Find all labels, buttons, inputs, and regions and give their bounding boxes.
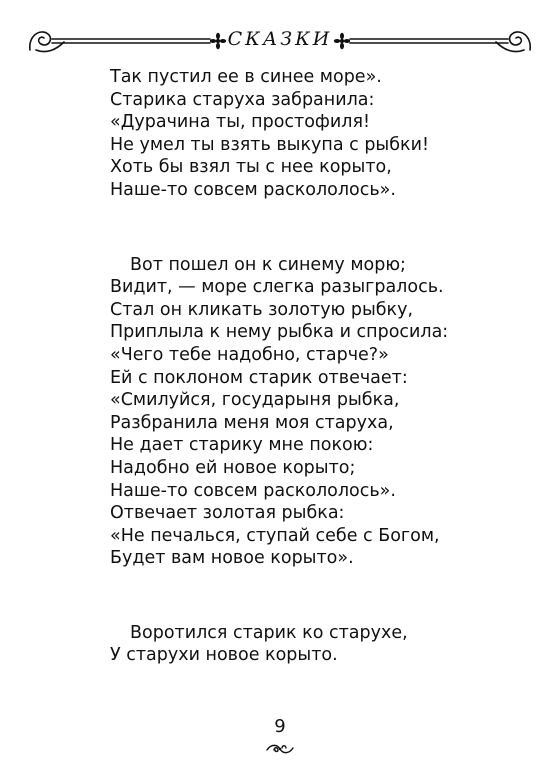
poem-line: Надобно ей новое корыто; [110,457,356,478]
poem-line: У старухи новое корыто. [110,645,338,666]
page-number: 9 [274,716,286,737]
header-title: СКАЗКИ [227,28,333,50]
running-header [26,20,534,60]
poem-line: Не дает старику мне покою: [110,435,374,456]
poem-line: Разбранила меня моя старуха, [110,412,394,433]
poem-line: Видит, — море слегка разыгралось. [110,277,444,298]
poem-line: Так пустил ее в синее море». [110,67,382,87]
poem-line: Воротился старик ко старухе, [130,622,408,643]
poem-line: «Чего тебе надобно, старче?» [110,344,389,365]
poem-line: «Дурачина ты, простофиля! [110,112,370,133]
poem-line: «Смилуйся, государыня рыбка, [110,390,400,411]
stanza-2 [110,254,510,570]
flourish-ornament-icon [265,742,295,756]
poem-line: Отвечает золотая рыбка: [110,503,345,524]
poem-line: Наше-то совсем раскололось». [110,480,396,501]
poem-line: Не умел ты взять выкупа с рыбки! [110,134,429,155]
poem-line: Старика старуха забранила: [110,89,375,110]
stanza-3 [110,622,510,667]
poem-line: «Не печалься, ступай себе с Богом, [110,525,440,546]
poem-line: Наше-то совсем раскололось». [110,179,396,200]
poem-line: Стал он кликать золотую рыбку, [110,299,414,320]
poem-line: Приплыла к нему рыбка и спросила: [110,322,449,343]
poem-line: Будет вам новое корыто». [110,548,354,569]
poem-text [110,66,510,667]
stanza-1 [110,66,510,202]
poem-line: Вот пошел он к синему морю; [130,254,406,275]
poem-line: Ей с поклоном старик отвечает: [110,367,408,388]
poem-line: Хоть бы взял ты с нее корыто, [110,157,392,178]
